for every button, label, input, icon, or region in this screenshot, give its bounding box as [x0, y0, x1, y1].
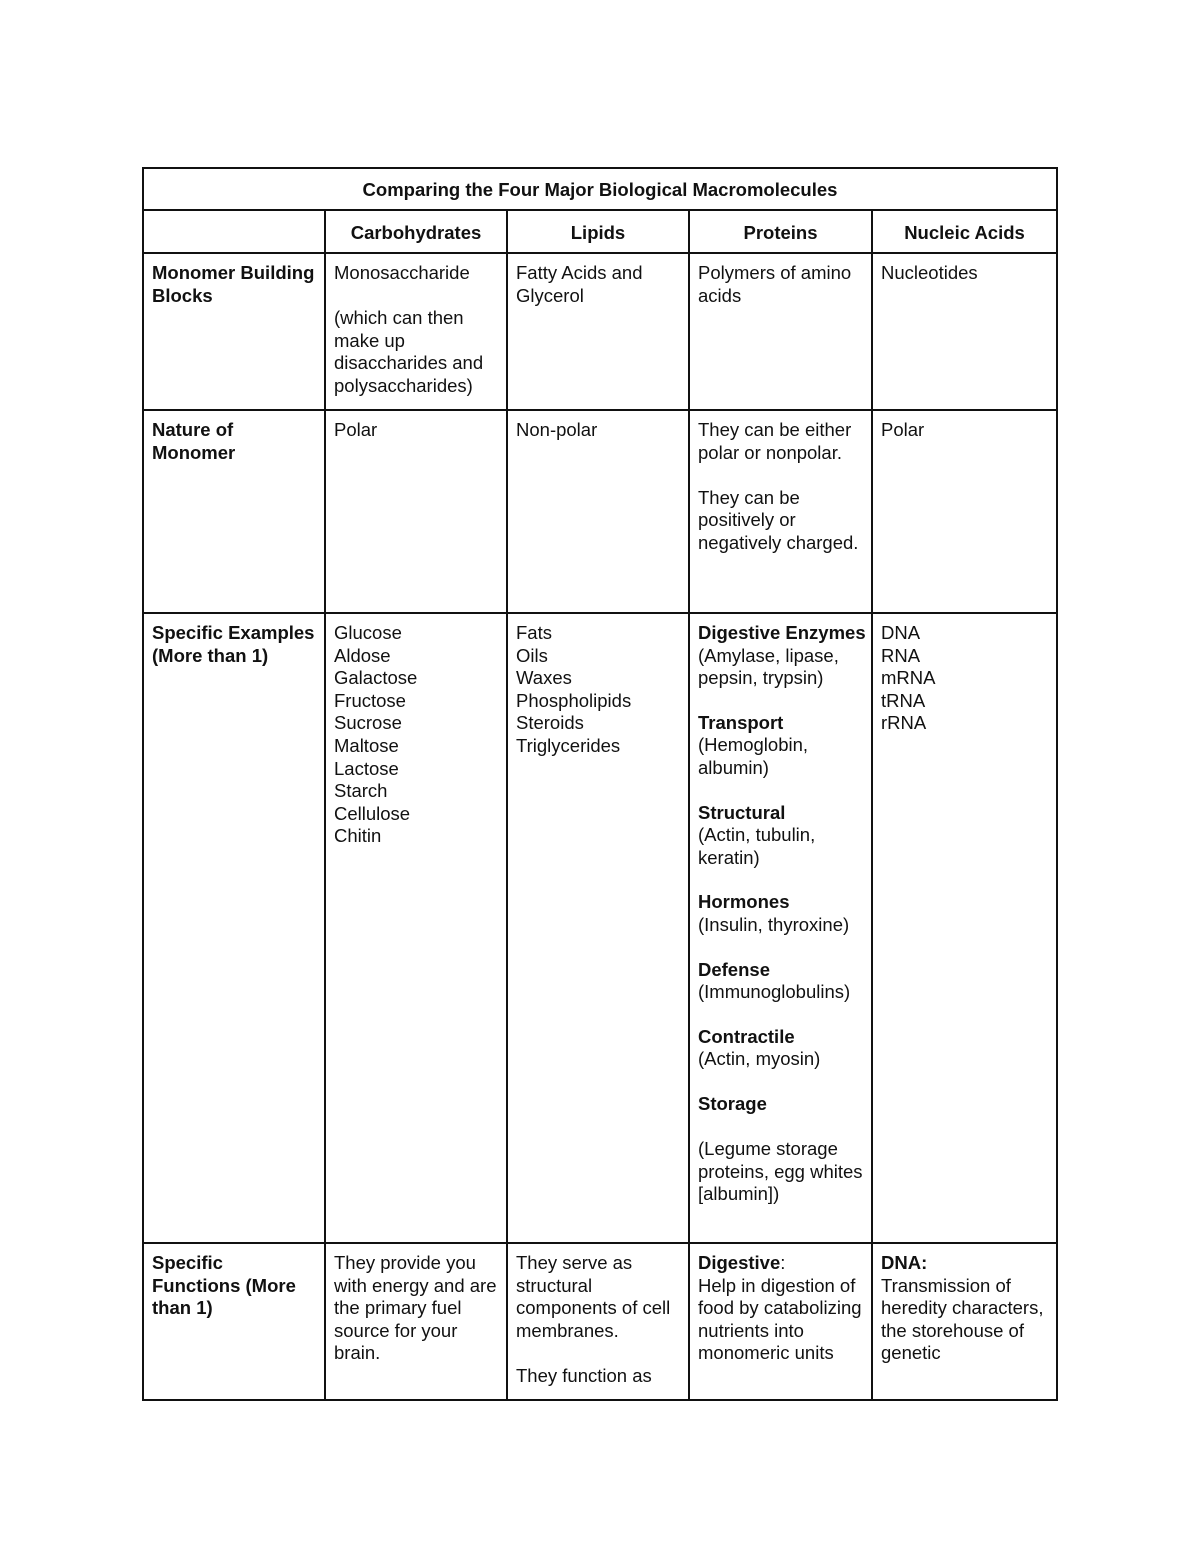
row-header-monomer: Monomer Building Blocks — [143, 253, 325, 410]
macromolecule-comparison-table — [142, 167, 1058, 1401]
cell-nature-carbohydrates: Polar — [325, 410, 507, 613]
column-header-nucleic-acids: Nucleic Acids — [872, 210, 1057, 253]
cell-examples-proteins — [689, 613, 872, 1243]
protein-group-contractile — [698, 1026, 867, 1071]
protein-group-detail: (Immunoglobulins) — [698, 981, 851, 1003]
column-header-proteins: Proteins — [689, 210, 872, 253]
cell-text: They can be positively or negatively charged. — [698, 486, 859, 553]
table-title: Comparing the Four Major Biological Macromolecules — [143, 168, 1057, 210]
table-row-examples — [143, 613, 1057, 1243]
cell-monomer-nucleic-acids: Nucleotides — [872, 253, 1057, 410]
list-item: Fructose — [334, 689, 406, 711]
protein-group-heading: Structural — [698, 801, 786, 823]
list-item: RNA — [881, 644, 921, 666]
list-item: Steroids — [516, 712, 584, 734]
list-item: Aldose — [334, 644, 391, 666]
list-item: Phospholipids — [516, 689, 632, 711]
list-item: Maltose — [334, 734, 399, 756]
list-item: Galactose — [334, 667, 418, 689]
cell-functions-proteins — [689, 1243, 872, 1400]
protein-group-detail: (Actin, myosin) — [698, 1048, 821, 1070]
protein-group-detail: (Hemoglobin, albumin) — [698, 734, 809, 778]
table-row-functions — [143, 1243, 1057, 1400]
cell-examples-lipids — [507, 613, 689, 1243]
cell-text: Monosaccharide — [334, 262, 470, 283]
cell-examples-nucleic-acids — [872, 613, 1057, 1243]
row-header-functions: Specific Functions (More than 1) — [143, 1243, 325, 1400]
list-item: Glucose — [334, 622, 402, 643]
list-item: rRNA — [881, 712, 927, 734]
protein-group-heading: Contractile — [698, 1025, 795, 1047]
list-item: Waxes — [516, 667, 572, 689]
empty-corner-cell — [143, 210, 325, 253]
list-item: Triglycerides — [516, 734, 621, 756]
title-row — [143, 168, 1057, 210]
function-heading: Digestive — [698, 1252, 781, 1273]
protein-group-detail: (Amylase, lipase, pepsin, trypsin) — [698, 644, 839, 689]
protein-group-heading: Transport — [698, 711, 784, 733]
protein-group-storage — [698, 1093, 867, 1206]
list-item: mRNA — [881, 667, 936, 689]
function-detail: Transmission of heredity characters, the storehouse of genetic — [881, 1274, 1044, 1364]
function-heading: DNA: — [881, 1252, 928, 1273]
function-detail: Help in digestion of food by catabolizing nutrients into monomeric units — [698, 1274, 862, 1364]
protein-group-heading: Storage — [698, 1092, 767, 1114]
cell-nature-lipids: Non-polar — [507, 410, 689, 613]
protein-group-hormones — [698, 891, 867, 936]
cell-functions-lipids — [507, 1243, 689, 1400]
list-item: tRNA — [881, 689, 926, 711]
cell-text: They serve as structural components of cell membranes. — [516, 1252, 671, 1341]
table-row-monomer — [143, 253, 1057, 410]
column-header-carbohydrates: Carbohydrates — [325, 210, 507, 253]
cell-nature-nucleic-acids: Polar — [872, 410, 1057, 613]
list-item: Starch — [334, 780, 388, 802]
protein-group-transport — [698, 712, 867, 780]
protein-group-heading: Digestive Enzymes — [698, 622, 866, 643]
list-item: Chitin — [334, 825, 382, 847]
cell-functions-carbohydrates: They provide you with energy and are the primary fuel source for your brain. — [325, 1243, 507, 1400]
list-item: Cellulose — [334, 802, 411, 824]
list-item: DNA — [881, 622, 921, 643]
cell-text: They function as — [516, 1364, 652, 1386]
protein-group-detail: (Actin, tubulin, keratin) — [698, 824, 816, 868]
list-item: Sucrose — [334, 712, 402, 734]
protein-group-detail: (Insulin, thyroxine) — [698, 913, 850, 935]
list-item: Lactose — [334, 757, 399, 779]
protein-group-defense — [698, 959, 867, 1004]
column-header-row — [143, 210, 1057, 253]
table-row-nature — [143, 410, 1057, 613]
cell-text: They can be either polar or nonpolar. — [698, 419, 852, 463]
protein-group-heading: Hormones — [698, 891, 790, 913]
cell-functions-nucleic-acids — [872, 1243, 1057, 1400]
cell-examples-carbohydrates — [325, 613, 507, 1243]
protein-group-structural — [698, 802, 867, 870]
protein-group-detail: (Legume storage proteins, egg whites [albumin]) — [698, 1138, 863, 1205]
row-header-nature: Nature of Monomer — [143, 410, 325, 613]
cell-monomer-proteins: Polymers of amino acids — [689, 253, 872, 410]
cell-nature-proteins — [689, 410, 872, 613]
protein-group-heading: Defense — [698, 958, 770, 980]
function-heading-suffix: : — [780, 1252, 786, 1273]
cell-monomer-lipids: Fatty Acids and Glycerol — [507, 253, 689, 410]
row-header-examples: Specific Examples (More than 1) — [143, 613, 325, 1243]
column-header-lipids: Lipids — [507, 210, 689, 253]
list-item: Oils — [516, 644, 548, 666]
cell-text: (which can then make up disaccharides and polysaccharides) — [334, 307, 484, 396]
cell-monomer-carbohydrates — [325, 253, 507, 410]
protein-group-digestive — [698, 622, 867, 690]
list-item: Fats — [516, 622, 552, 643]
